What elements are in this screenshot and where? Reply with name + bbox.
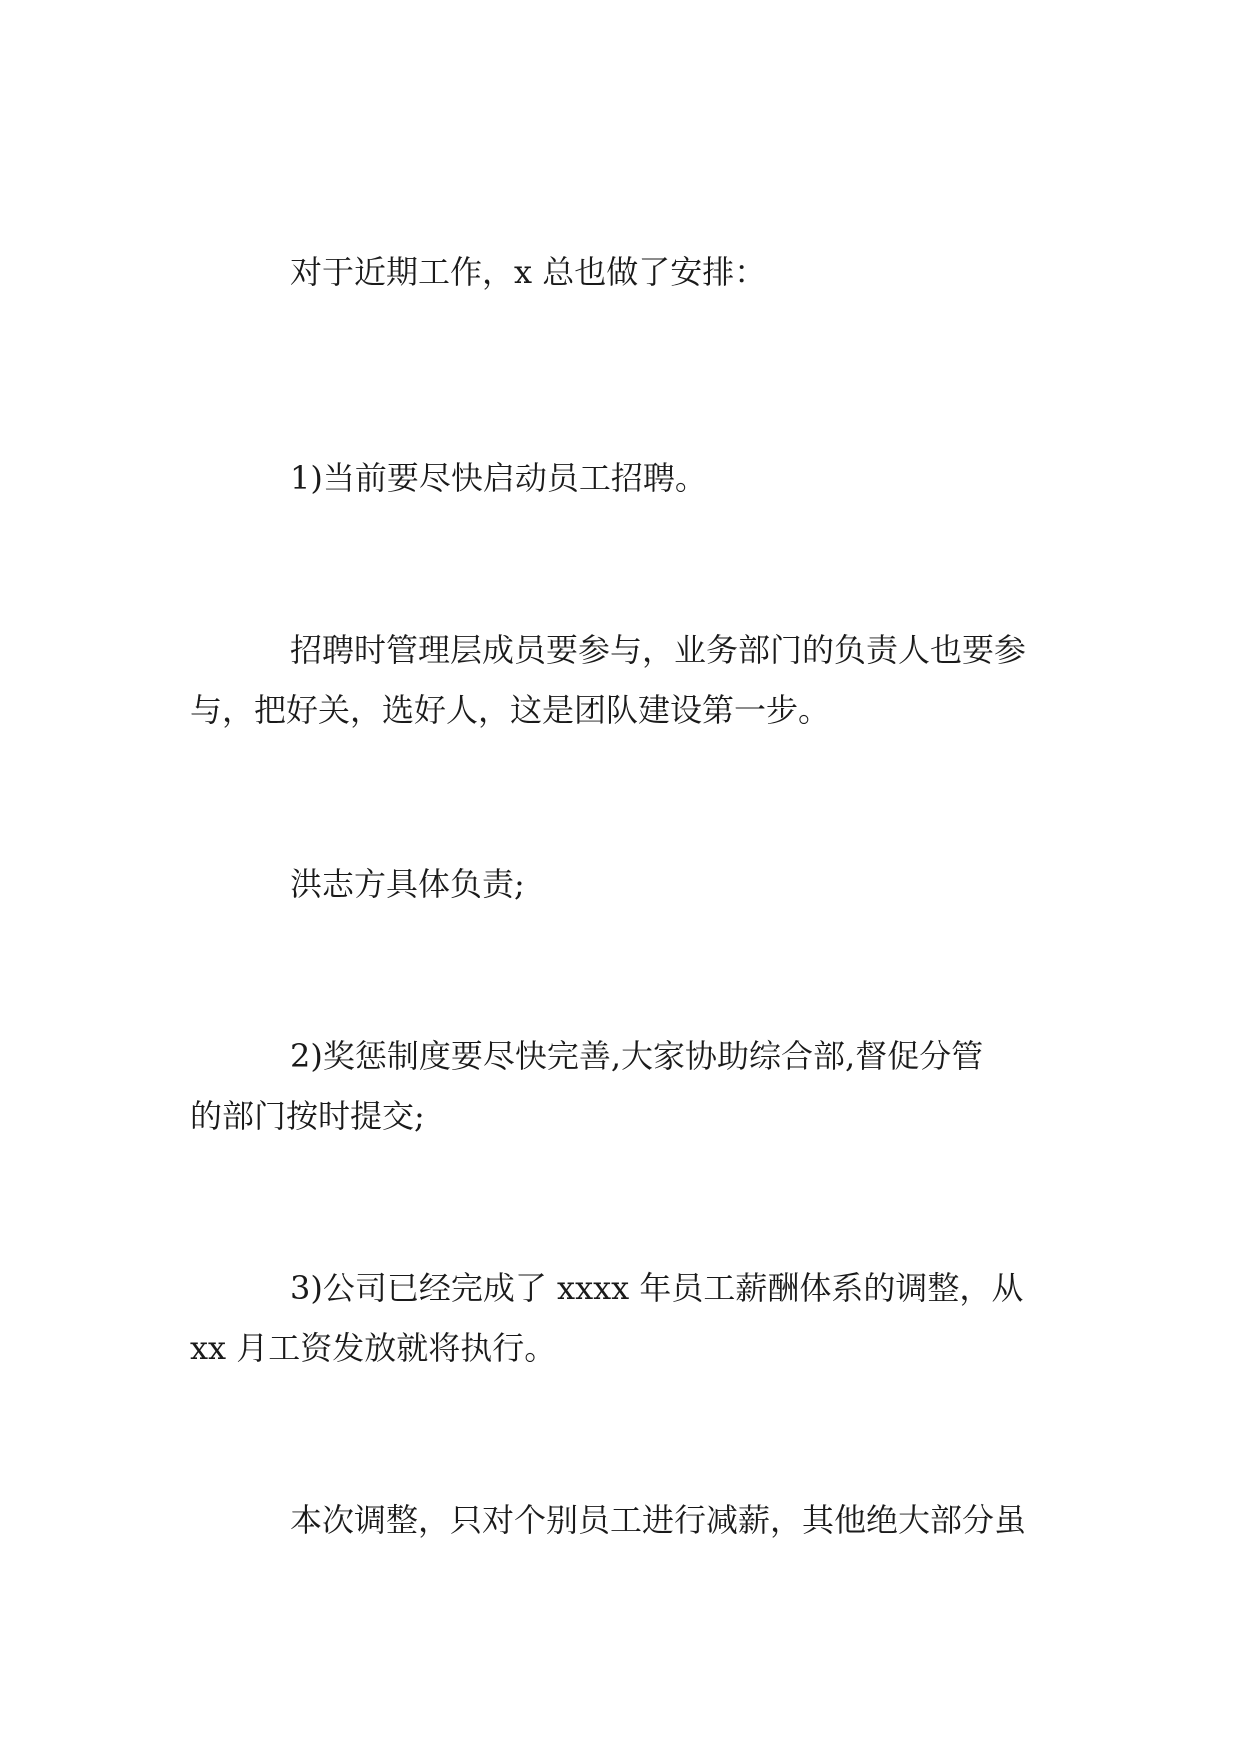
item-2-line-1: 2)奖惩制度要尽快完善,大家协助综合部,督促分管: [290, 1037, 984, 1075]
item-3-line-1: 3)公司已经完成了 xxxx 年员工薪酬体系的调整，从: [290, 1269, 1024, 1307]
paragraph-intro: 对于近期工作，x 总也做了安排：: [290, 253, 767, 291]
paragraph-responsible: 洪志方具体负责;: [290, 865, 525, 903]
item-3-line-2: xx 月工资发放就将执行。: [190, 1329, 557, 1367]
paragraph-recruitment-line-1: 招聘时管理层成员要参与，业务部门的负责人也要参: [290, 631, 1027, 669]
item-2-line-2: 的部门按时提交;: [190, 1097, 425, 1135]
paragraph-salary-adjustment: 本次调整，只对个别员工进行减薪，其他绝大部分虽: [290, 1501, 1027, 1539]
paragraph-recruitment-line-2: 与，把好关，选好人，这是团队建设第一步。: [190, 691, 831, 729]
item-1-recruitment: 1)当前要尽快启动员工招聘。: [290, 459, 707, 497]
